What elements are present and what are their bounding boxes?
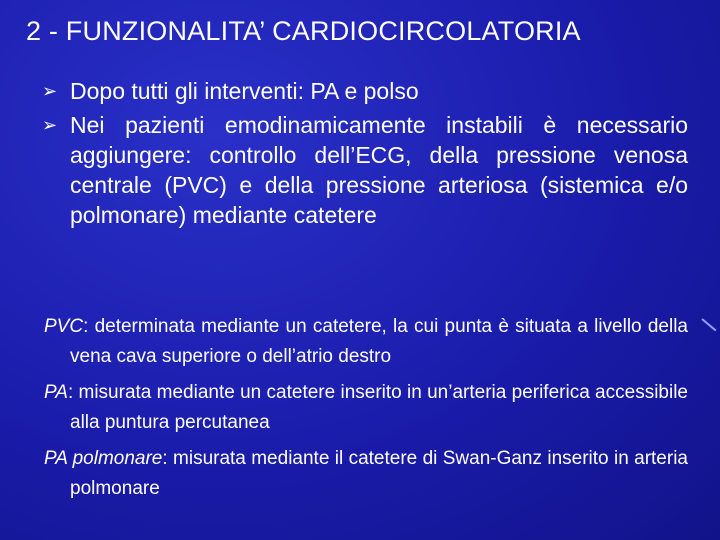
note-term: PVC: [44, 316, 84, 337]
bullet-text: Nei pazienti emodinamicamente instabili è necessario aggiungere: controllo dell’ECG, della pressione venosa centrale (PVC) e della pressione arteriosa (sistemica e/o polmonare) mediante catetere: [70, 112, 688, 228]
note-pvc: [44, 312, 688, 372]
bullet-list: [42, 76, 688, 234]
decorative-line: [701, 318, 716, 331]
note-pa: [44, 378, 688, 438]
bullet-text: Dopo tutti gli interventi: PA e polso: [70, 78, 419, 104]
note-term: PA: [44, 382, 68, 403]
bullet-item: [42, 76, 688, 106]
note-term: PA polmonare: [44, 448, 163, 469]
bullet-item: [42, 110, 688, 230]
note-text: : determinata mediante un catetere, la cui punta è situata a livello della vena cava superiore o dell’atrio destro: [70, 316, 688, 367]
note-text: : misurata mediante un catetere inserito in un’arteria periferica accessibile alla puntura percutanea: [67, 382, 688, 433]
slide-title: 2 - FUNZIONALITA’ CARDIOCIRCOLATORIA: [26, 16, 581, 46]
arrow-bullet-icon: ➢: [42, 81, 58, 101]
note-pa-polmonare: [44, 444, 688, 504]
definition-notes: [44, 312, 688, 510]
arrow-bullet-icon: ➢: [42, 115, 58, 135]
note-text: : misurata mediante il catetere di Swan-Ganz inserito in arteria polmonare: [70, 448, 688, 499]
